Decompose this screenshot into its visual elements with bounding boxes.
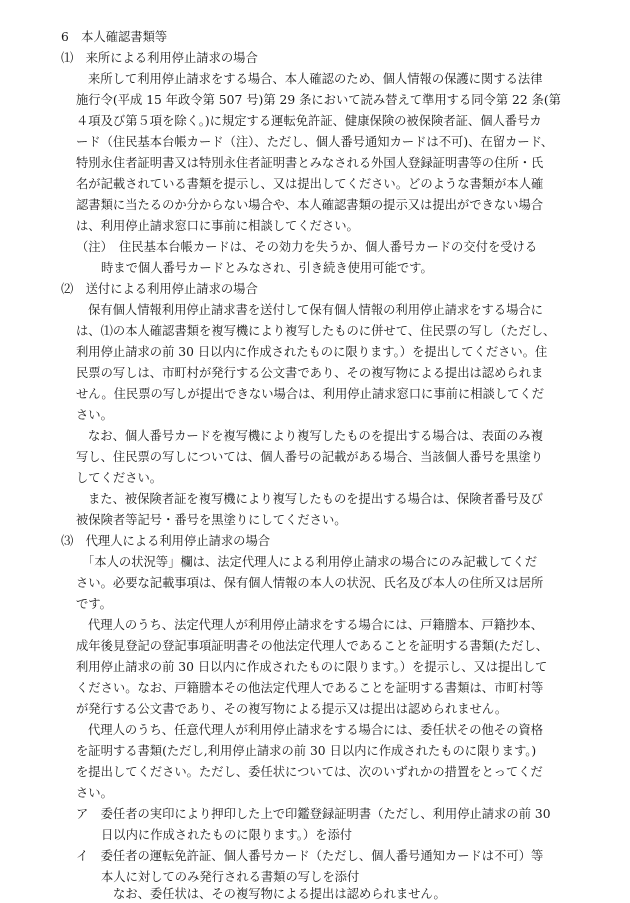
subsection-heading: ⑴ 来所による利用停止請求の場合 [61,51,258,65]
note-line: 時まで個人番号カードとみなされ、引き続き使用可能です。 [101,261,433,275]
note-line: （注） 住民基本台帳カードは、その効力を失うか、個人番号カードの交付を受ける [76,240,538,254]
text-line: を証明する書類(ただし,利用停止請求の前 30 日以内に作成されたものに限ります。) [76,744,537,758]
text-line: ード（住民基本台帳カード（注）、ただし、個人番号通知カードは不可)、在留カード、 [76,135,554,149]
list-item-i: イ 委任者の運転免許証、個人番号カード（ただし、個人番号通知カードは不可）等 [76,849,544,863]
text-line: さい。 [76,408,113,422]
list-item-a: ア 委任者の実印により押印した上で印鑑登録証明書（ただし、利用停止請求の前 30 [76,807,551,821]
text-line: 名が記載されている書類を提示し、又は提出してください。どのような書類が本人確 [76,177,544,191]
list-item-a-cont: 日以内に作成されたものに限ります。）を添付 [101,828,353,842]
text-line: なお、個人番号カードを複写機により複写したものを提出する場合は、表面のみ複 [88,429,543,443]
text-line: 利用停止請求の前 30 日以内に作成されたものに限ります。）を提示し、又は提出して [76,660,548,674]
text-line: 特別永住者証明書又は特別永住者証明書とみなされる外国人登録証明書等の住所・氏 [76,156,544,170]
text-line: また、被保険者証を複写機により複写したものを提出する場合は、保険者番号及び [88,492,543,506]
text-line: 施行令(平成 15 年政令第 507 号)第 29 条において読み替えて準用する同令第 22 条(第 [76,93,561,107]
text-line: は、利用停止請求窓口に事前に相談してください。 [76,219,359,233]
text-line: 利用停止請求の前 30 日以内に作成されたものに限ります。）を提出してください。住 [76,345,548,359]
text-line: してください。 [76,471,163,485]
text-line: 代理人のうち、任意代理人が利用停止請求をする場合には、委任状その他その資格 [88,723,543,737]
text-line: ４項及び第５項を除く。)に規定する運転免許証、健康保険の被保険者証、個人番号カ [76,114,542,128]
text-line: 保有個人情報利用停止請求書を送付して保有個人情報の利用停止請求をする場合に [88,303,543,317]
text-line: なお、委任状は、その複写物による提出は認められません。 [113,887,446,901]
text-line: を提出してください。ただし、委任状については、次のいずれかの措置をとってくだ [76,765,543,779]
text-line: せん。住民票の写しが提出できない場合は、利用停止請求窓口に事前に相談してくだ [76,387,545,401]
text-line: 「本人の状況等」欄は、法定代理人による利用停止請求の場合にのみ記載してくだ [82,555,537,569]
text-line: さい。 [76,786,113,800]
text-line: です。 [76,597,112,611]
text-line: 成年後見登記の登記事項証明書その他法定代理人であることを証明する書類(ただし、 [76,639,549,653]
text-line: 被保険者等記号・番号を黒塗りにしてください。 [76,513,347,527]
text-line: 写し、住民票の写しについては、個人番号の記載がある場合、当該個人番号を黒塗り [76,450,544,464]
text-line: が発行する公文書であり、その複写物による提示又は提出は認められません。 [76,702,508,716]
text-line: 認書類に当たるのか分からない場合や、本人確認書類の提示又は提出ができない場合 [76,198,544,212]
text-line: さい。必要な記載事項は、保有個人情報の本人の状況、氏名及び本人の住所又は居所 [76,576,544,590]
section-heading: 6 本人確認書類等 [61,30,168,44]
list-item-i-cont: 本人に対してのみ発行される書類の写しを添付 [101,870,360,884]
subsection-heading: ⑵ 送付による利用停止請求の場合 [61,282,258,296]
subsection-heading: ⑶ 代理人による利用停止請求の場合 [61,534,271,548]
text-line: 代理人のうち、法定代理人が利用停止請求をする場合には、戸籍謄本、戸籍抄本、 [88,618,543,632]
text-line: は、⑴の本人確認書類を複写機により複写したものに併せて、住民票の写し（ただし、 [76,324,556,338]
text-line: 民票の写しは、市町村が発行する公文書であり、その複写物による提出は認められま [76,366,544,380]
text-line: ください。なお、戸籍謄本その他法定代理人であることを証明する書類は、市町村等 [76,681,544,695]
text-line: 来所して利用停止請求をする場合、本人確認のため、個人情報の保護に関する法律 [88,72,543,86]
